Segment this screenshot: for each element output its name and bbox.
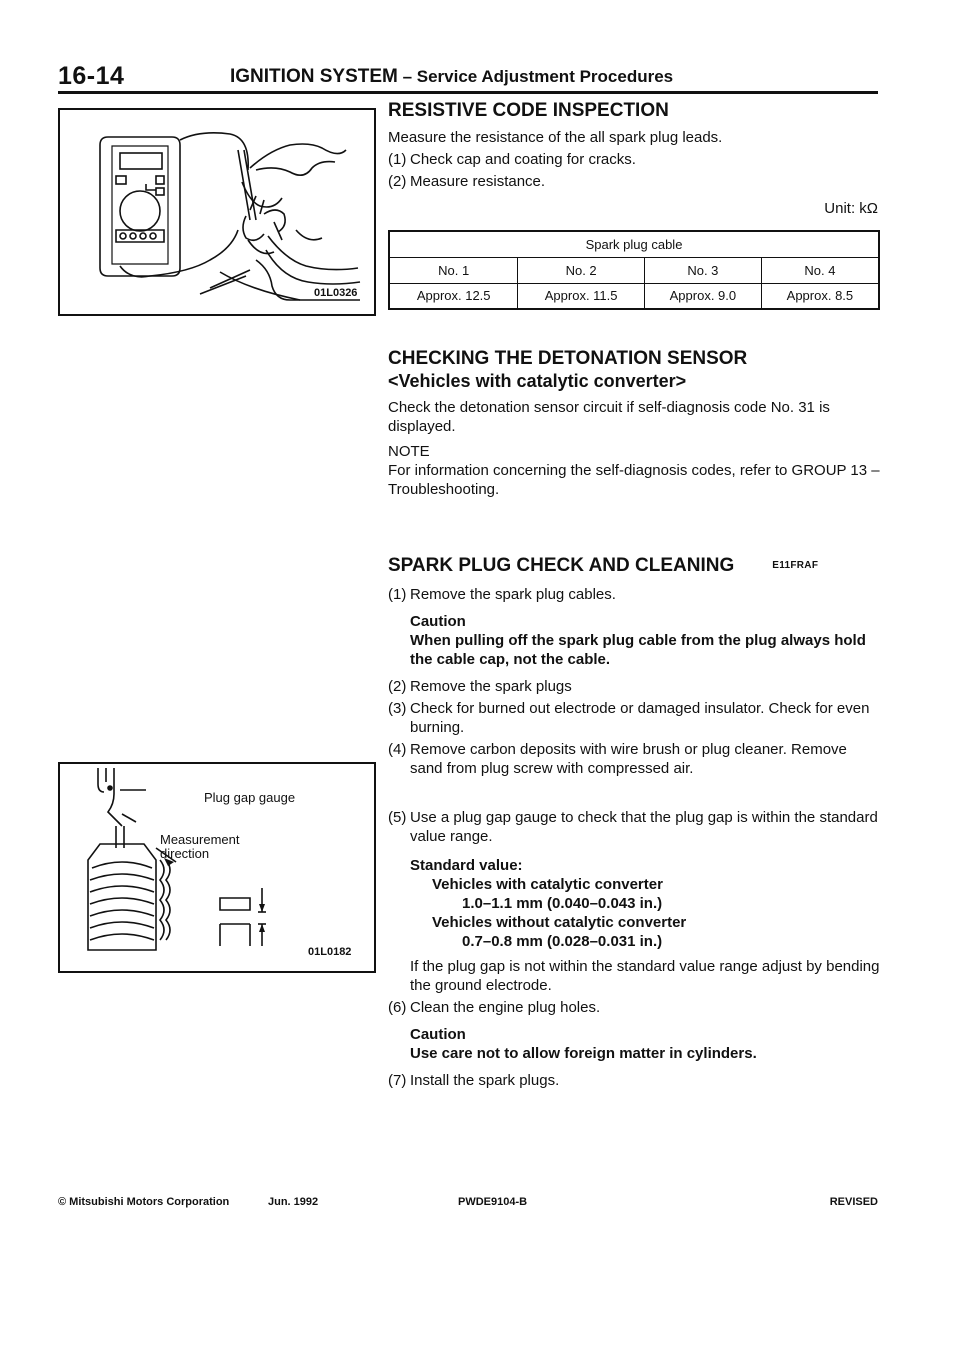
section-detonation-sensor (388, 348, 880, 499)
caution-text: When pulling off the spark plug cable from the plug always hold the cable cap, not the cable. (410, 632, 866, 669)
step-number: (4) (388, 741, 407, 759)
multimeter-illustration (60, 110, 374, 314)
page-number: 16-14 (58, 62, 125, 90)
standard-value-block (410, 856, 880, 995)
figure-id: 01L0326 (314, 287, 358, 299)
table-header-cell: No. 2 (518, 257, 645, 283)
label-measurement-direction: Measurement direction (160, 832, 240, 861)
label-plug-gap-gauge: Plug gap gauge (204, 790, 296, 805)
table-row (389, 283, 879, 309)
table-cell: Approx. 9.0 (644, 283, 761, 309)
step-item (388, 172, 880, 191)
figure-plug-gap-gauge (58, 762, 376, 973)
table-caption: Spark plug cable (389, 231, 879, 257)
header-title-main: IGNITION SYSTEM (230, 66, 398, 87)
step-number: (1) (388, 151, 407, 168)
section-spark-plug-check (388, 555, 880, 1090)
step-item (388, 1071, 880, 1090)
note-label: NOTE (388, 443, 430, 460)
caution-text: Use care not to allow foreign matter in cylinders. (410, 1045, 757, 1063)
step-number: (6) (388, 999, 407, 1017)
step-text: Use a plug gap gauge to check that the plug gap is within the standard value range. (410, 809, 878, 846)
table-cell: Approx. 12.5 (389, 283, 518, 309)
section-title: CHECKING THE DETONATION SENSOR (388, 348, 748, 369)
unit-label: Unit: kΩ (824, 200, 878, 217)
step-text: Remove the spark plug cables. (410, 586, 616, 604)
step-item (388, 808, 880, 846)
figure-multimeter (58, 108, 376, 316)
standard-value: 1.0–1.1 mm (0.040–0.043 in.) (462, 895, 663, 913)
step-list (388, 585, 880, 1090)
section-code: E11FRAF (772, 560, 819, 571)
header-title-sub: – Service Adjustment Procedures (397, 67, 674, 86)
footer-date: Jun. 1992 (268, 1196, 319, 1208)
header-title (230, 66, 673, 88)
step-item (388, 585, 880, 604)
paragraph: Check the detonation sensor circuit if self-diagnosis code No. 31 is displayed. (388, 399, 830, 435)
step-number: (2) (388, 173, 407, 190)
caution-label: Caution (410, 613, 466, 631)
paragraph: Measure the resistance of the all spark plug leads. (388, 129, 723, 146)
figure-id: 01L0182 (308, 946, 352, 958)
table-row (389, 231, 879, 257)
step-number: (2) (388, 678, 407, 696)
caution-block (410, 1025, 880, 1063)
section-title-text: SPARK PLUG CHECK AND CLEANING (388, 555, 735, 577)
step-item (388, 150, 880, 169)
table-header-cell: No. 1 (389, 257, 518, 283)
footer-copyright: © Mitsubishi Motors Corporation (58, 1196, 230, 1208)
note-text: For information concerning the self-diagnosis codes, refer to GROUP 13 – Troubleshooting. (388, 462, 880, 498)
step-item (388, 740, 880, 778)
step-text: Install the spark plugs. (410, 1072, 560, 1090)
section-resistive-code-inspection (388, 100, 880, 310)
step-item (388, 699, 880, 737)
step-text: Measure resistance. (410, 173, 546, 190)
step-text: Remove the spark plugs (410, 678, 572, 696)
standard-value-condition: Vehicles with catalytic converter (432, 876, 663, 894)
table-header-cell: No. 4 (761, 257, 879, 283)
step-text: Check for burned out electrode or damaged insulator. Check for even burning. (410, 700, 870, 737)
step-number: (7) (388, 1072, 407, 1090)
standard-value-label: Standard value: (410, 857, 523, 875)
table-header-cell: No. 3 (644, 257, 761, 283)
step-text: Remove carbon deposits with wire brush or plug cleaner. Remove sand from plug screw with compressed air. (410, 741, 847, 778)
standard-value-condition: Vehicles without catalytic converter (432, 914, 687, 932)
section-title (388, 555, 880, 577)
section-title: RESISTIVE CODE INSPECTION (388, 100, 669, 121)
main-content (388, 100, 880, 1090)
footer-status: REVISED (829, 1196, 878, 1208)
section-subtitle: <Vehicles with catalytic converter> (388, 371, 687, 391)
table-row (389, 257, 879, 283)
table-cell: Approx. 8.5 (761, 283, 879, 309)
step-number: (1) (388, 586, 407, 604)
table-cell: Approx. 11.5 (518, 283, 645, 309)
step-item (388, 998, 880, 1017)
step-item (388, 677, 880, 696)
footer-doc-code: PWDE9104-B (458, 1196, 528, 1208)
step-text: Check cap and coating for cracks. (410, 151, 636, 168)
page-header (58, 58, 878, 94)
step-number: (3) (388, 700, 407, 718)
step-number: (5) (388, 809, 407, 827)
standard-value: 0.7–0.8 mm (0.028–0.031 in.) (462, 933, 663, 951)
caution-block (410, 612, 880, 669)
spark-plug-cable-table (388, 230, 880, 310)
paragraph: If the plug gap is not within the standard value range adjust by bending the ground electrode. (410, 958, 880, 995)
caution-label: Caution (410, 1026, 466, 1044)
step-text: Clean the engine plug holes. (410, 999, 601, 1017)
